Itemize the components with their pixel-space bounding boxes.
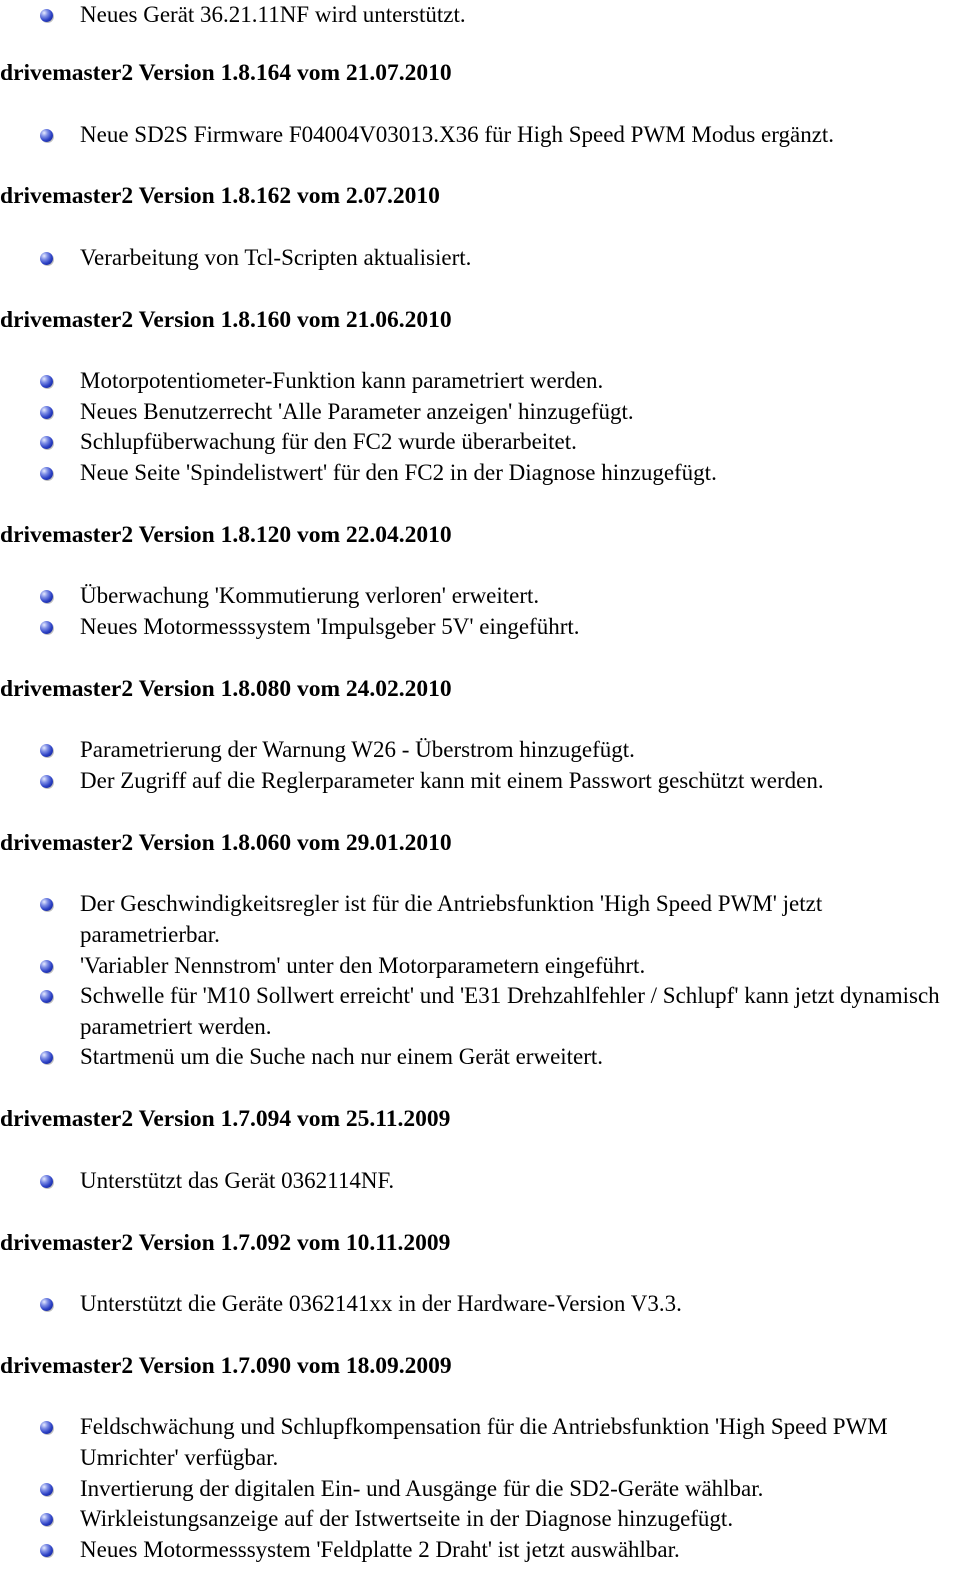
list-item: [80, 243, 956, 274]
list-item-text: Wirkleistungsanzeige auf der Istwertseite in der Diagnose hinzugefügt.: [80, 1506, 734, 1531]
list-item: [80, 612, 956, 643]
bullet-icon: [40, 1483, 53, 1496]
list-item: [80, 981, 956, 1042]
list-item-text: Startmenü um die Suche nach nur einem Gerät erweitert.: [80, 1044, 604, 1069]
list-item-text: Neues Gerät 36.21.11NF wird unterstützt.: [80, 2, 466, 27]
version-heading: drivemaster2 Version 1.8.120 vom 22.04.2010: [0, 522, 452, 548]
list-item-text: Überwachung 'Kommutierung verloren' erweitert.: [80, 583, 540, 608]
list-item: [80, 735, 956, 766]
list-item: [80, 889, 956, 950]
list-item-text: Neue Seite 'Spindelistwert' für den FC2 in der Diagnose hinzugefügt.: [80, 460, 717, 485]
version-heading: drivemaster2 Version 1.8.160 vom 21.06.2010: [0, 307, 452, 333]
bullet-icon: [40, 129, 53, 142]
bullet-icon: [40, 990, 53, 1003]
bullet-icon: [40, 406, 53, 419]
list-item-text: Der Geschwindigkeitsregler ist für die Antriebsfunktion 'High Speed PWM' jetzt parametrierbar.: [80, 891, 823, 947]
version-heading: drivemaster2 Version 1.7.092 vom 10.11.2009: [0, 1230, 451, 1256]
bullet-icon: [40, 1513, 53, 1526]
list-item: [80, 397, 956, 428]
bullet-icon: [40, 960, 53, 973]
bullet-icon: [40, 1298, 53, 1311]
list-item-text: Invertierung der digitalen Ein- und Ausgänge für die SD2-Geräte wählbar.: [80, 1476, 764, 1501]
bullet-icon: [40, 252, 53, 265]
version-heading: drivemaster2 Version 1.7.090 vom 18.09.2009: [0, 1353, 452, 1379]
bullet-icon: [40, 1051, 53, 1064]
list-item: [80, 766, 956, 797]
list-item-text: Neue SD2S Firmware F04004V03013.X36 für High Speed PWM Modus ergänzt.: [80, 122, 835, 147]
bullet-icon: [40, 744, 53, 757]
version-heading: drivemaster2 Version 1.8.060 vom 29.01.2010: [0, 830, 452, 856]
list-item-text: 'Variabler Nennstrom' unter den Motorparametern eingeführt.: [80, 953, 646, 978]
list-item: [80, 581, 956, 612]
list-item: [80, 1042, 956, 1073]
list-item: [80, 120, 956, 151]
list-item: [80, 366, 956, 397]
list-item-text: Verarbeitung von Tcl-Scripten aktualisiert.: [80, 245, 472, 270]
list-item: [80, 0, 956, 31]
bullet-icon: [40, 467, 53, 480]
list-item-text: Unterstützt das Gerät 0362114NF.: [80, 1168, 395, 1193]
bullet-icon: [40, 1544, 53, 1557]
list-item: [80, 427, 956, 458]
list-item-text: Schlupfüberwachung für den FC2 wurde überarbeitet.: [80, 429, 577, 454]
bullet-icon: [40, 590, 53, 603]
bullet-icon: [40, 436, 53, 449]
list-item-text: Motorpotentiometer-Funktion kann parametriert werden.: [80, 368, 604, 393]
list-item: [80, 1289, 956, 1320]
list-item-text: Neues Benutzerrecht 'Alle Parameter anzeigen' hinzugefügt.: [80, 399, 634, 424]
list-item-text: Neues Motormesssystem 'Feldplatte 2 Draht' ist jetzt auswählbar.: [80, 1537, 680, 1562]
list-item-text: Der Zugriff auf die Reglerparameter kann mit einem Passwort geschützt werden.: [80, 768, 824, 793]
bullet-icon: [40, 775, 53, 788]
bullet-icon: [40, 1175, 53, 1188]
bullet-icon: [40, 621, 53, 634]
list-item: [80, 1535, 956, 1566]
list-item-text: Parametrierung der Warnung W26 - Überstrom hinzugefügt.: [80, 737, 635, 762]
list-item: [80, 1412, 956, 1473]
list-item-text: Neues Motormesssystem 'Impulsgeber 5V' eingeführt.: [80, 614, 580, 639]
list-item: [80, 458, 956, 489]
list-item: [80, 951, 956, 982]
list-item-text: Feldschwächung und Schlupfkompensation für die Antriebsfunktion 'High Speed PWM Umrichter' verfügbar.: [80, 1414, 888, 1470]
version-heading: drivemaster2 Version 1.7.094 vom 25.11.2009: [0, 1106, 451, 1132]
bullet-icon: [40, 1421, 53, 1434]
list-item: [80, 1166, 956, 1197]
list-item-text: Schwelle für 'M10 Sollwert erreicht' und 'E31 Drehzahlfehler / Schlupf' kann jetzt dynamisch parametriert werden.: [80, 983, 940, 1039]
bullet-icon: [40, 375, 53, 388]
version-heading: drivemaster2 Version 1.8.164 vom 21.07.2010: [0, 60, 452, 86]
version-heading: drivemaster2 Version 1.8.162 vom 2.07.2010: [0, 183, 440, 209]
list-item-text: Unterstützt die Geräte 0362141xx in der Hardware-Version V3.3.: [80, 1291, 682, 1316]
bullet-icon: [40, 898, 53, 911]
list-item: [80, 1504, 956, 1535]
bullet-icon: [40, 9, 53, 22]
version-heading: drivemaster2 Version 1.8.080 vom 24.02.2010: [0, 676, 452, 702]
list-item: [80, 1474, 956, 1505]
